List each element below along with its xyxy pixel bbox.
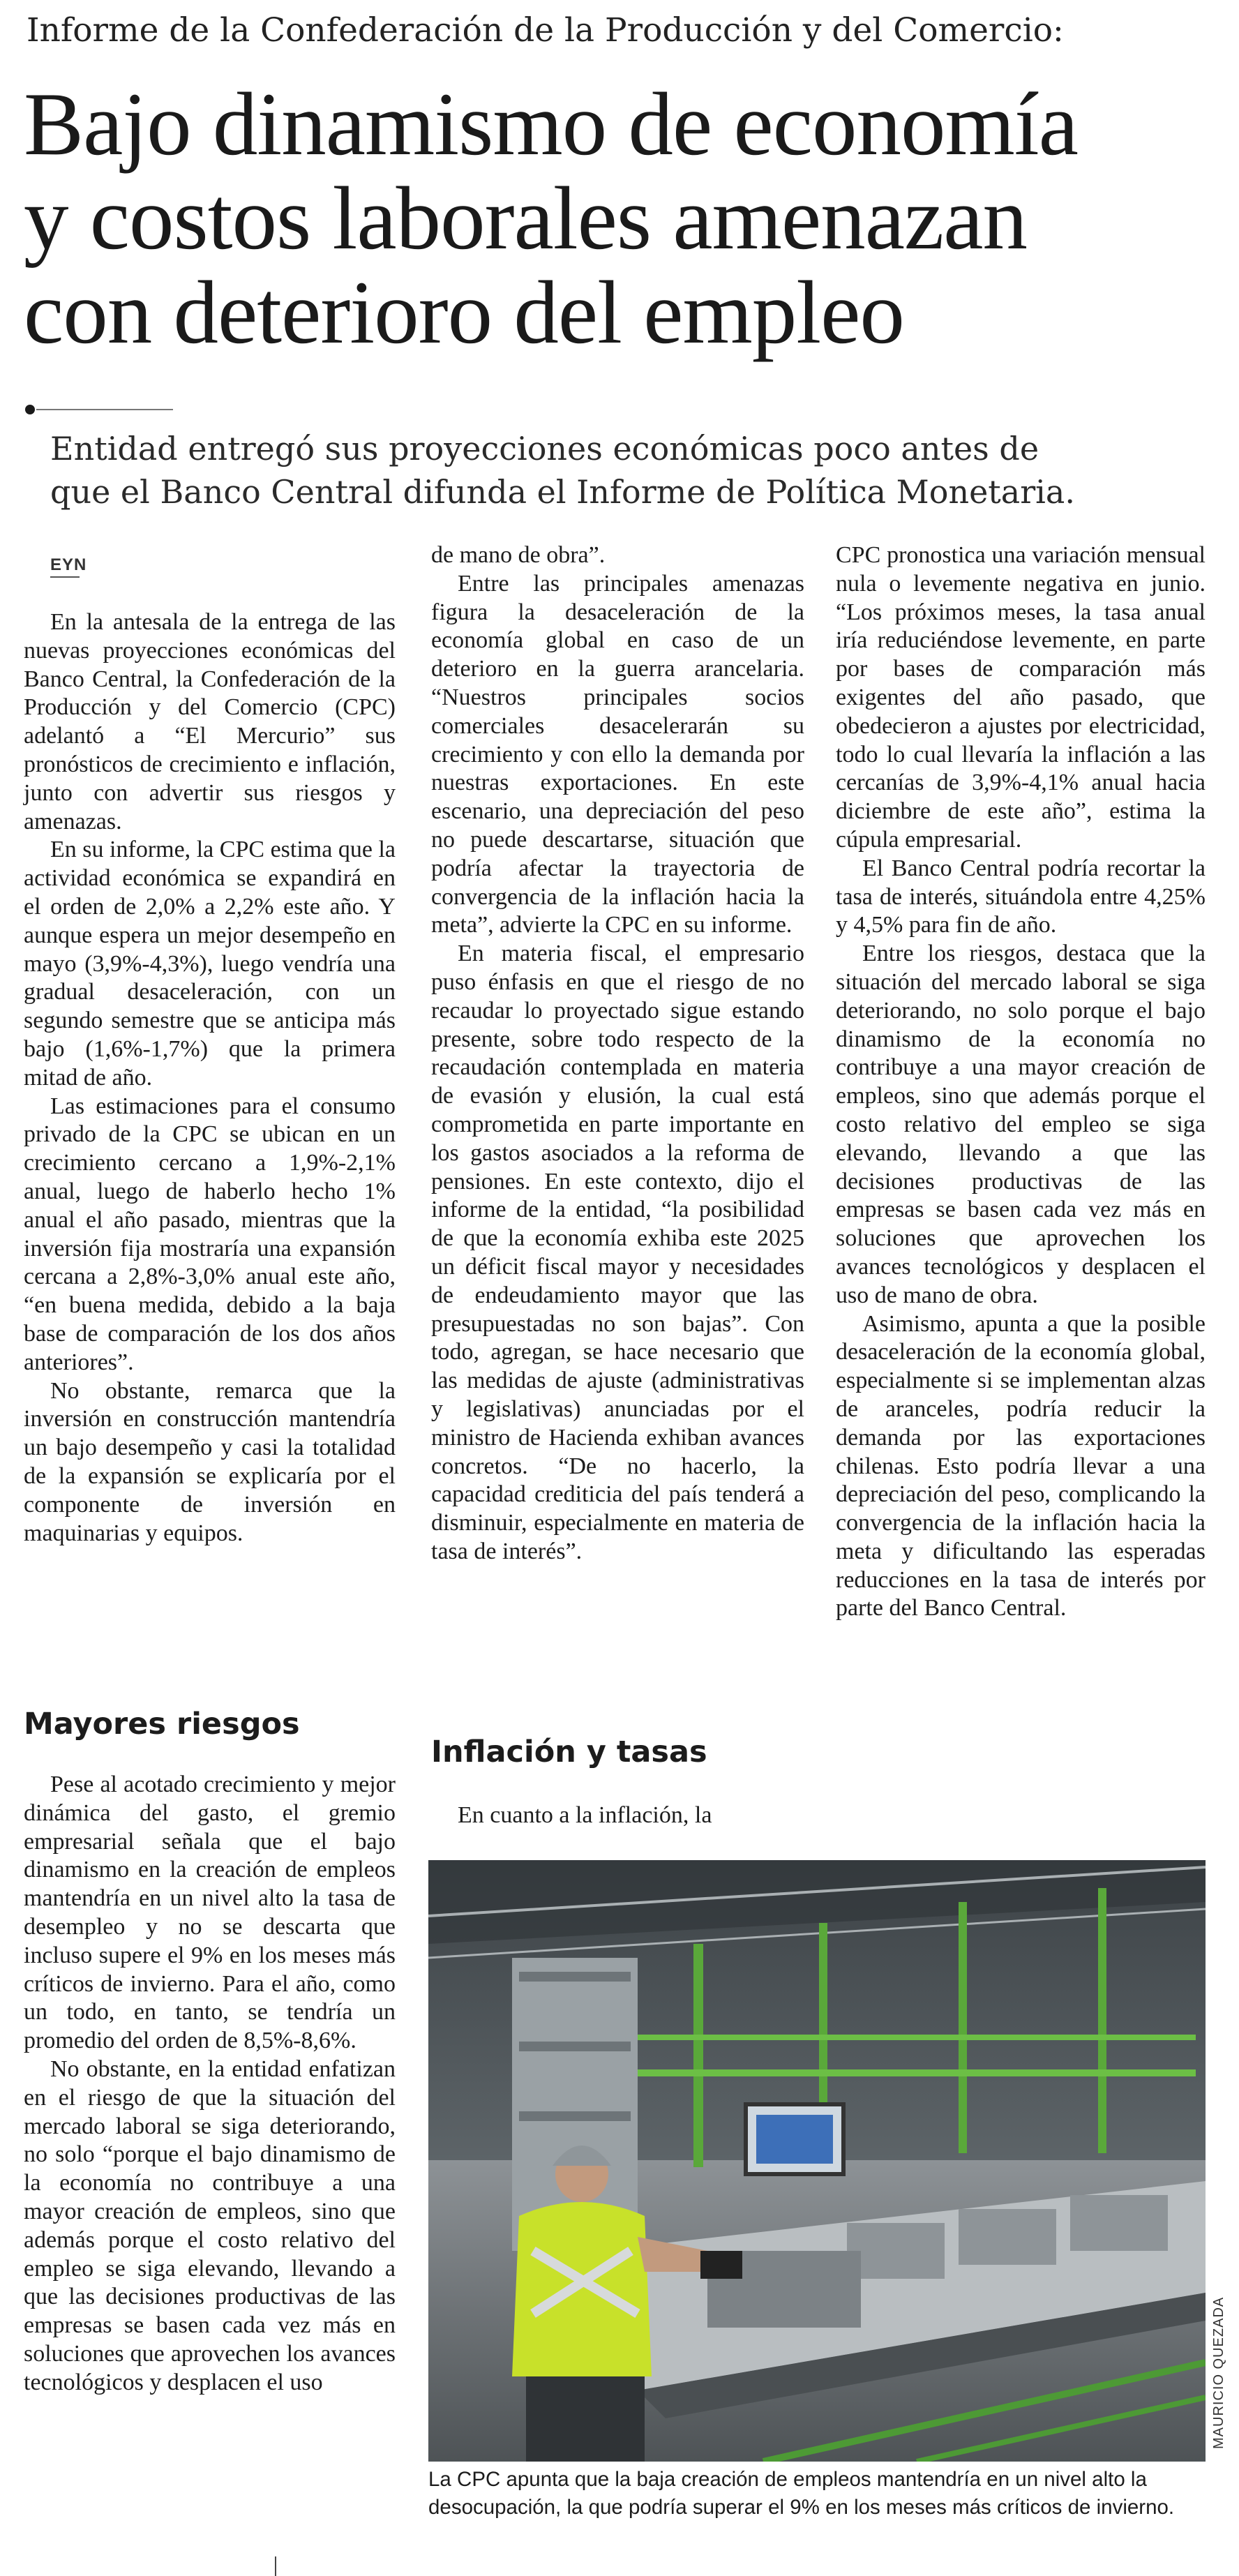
byline-rule — [50, 576, 80, 578]
headline-line: Bajo dinamismo de economía — [24, 74, 1078, 174]
column-2 — [431, 541, 804, 1566]
paragraph: CPC pronostica una variación mensual nula o levemente negativa en junio. “Los próximos meses, la tasa anual iría reduciéndose levemente, en parte por bases de comparación más exigentes del año pasado, que obedecieron a ajustes por electricidad, todo lo cual llevaría la inflación a las cercanías de 3,9%-4,1% anual hacia diciembre de este año”, estima la cúpula empresarial. — [836, 542, 1206, 853]
bullet-dot-icon — [25, 405, 35, 414]
photo-illustration — [428, 1860, 1206, 2462]
kicker: Informe de la Confederación de la Producción y del Comercio: — [27, 11, 1064, 50]
subhead-mayores-riesgos: Mayores riesgos — [24, 1707, 300, 1742]
divider — [36, 409, 173, 410]
deck-line: que el Banco Central difunda el Informe de Política Monetaria. — [50, 473, 1075, 511]
paragraph: En cuanto a la inflación, la — [458, 1802, 712, 1828]
subhead-inflacion-y-tasas: Inflación y tasas — [431, 1735, 707, 1769]
caption-line: La CPC apunta que la baja creación de empleos mantendría en un nivel alto la — [428, 2468, 1147, 2491]
paragraph: En la antesala de la entrega de las nuevas proyecciones económicas del Banco Central, la Confederación de la Producción y del Comercio (CPC) adelantó a “El Mercurio” sus pronósticos de crecimiento e inflación, junto con advertir sus riesgos y amenazas. — [24, 609, 396, 834]
paragraph: Las estimaciones para el consumo privado de la CPC se ubican en un crecimiento cercano a 1,9%-2,1% anual, luego de haberlo hecho 1% anual el año pasado, mientras que la inversión fija mostraría una expansión cercana a 2,8%-3,0% anual este año, “en buena medida, debido a la baja base de comparación de los dos años anteriores”. — [24, 1093, 396, 1375]
paragraph: En su informe, la CPC estima que la actividad económica se expandirá en el orden de 2,0% a 2,2% este año. Y aunque espera un mejor desempeño en mayo (3,9%-4,3%), luego vendría una gradual desaceleración, con un segundo semestre que se anticipa más bajo (1,6%-1,7%) que la primera mitad de año. — [24, 837, 396, 1091]
column-2-continued — [431, 1802, 804, 1830]
headline-line: con deterioro del empleo — [24, 262, 904, 362]
column-3 — [836, 541, 1206, 1623]
deck — [50, 427, 1215, 514]
deck-line: Entidad entregó sus proyecciones económicas poco antes de — [50, 430, 1039, 467]
warehouse-worker-photo — [428, 1860, 1206, 2462]
paragraph: Entre las principales amenazas figura la desaceleración de la economía global en caso de un deterioro en la guerra arancelaria. “Nuestros principales socios comerciales desacelerarán su crecimiento y con ello la demanda por nuestras exportaciones. En este escenario, una depreciación del peso no puede descartarse, situación que podría afectar la trayectoria de convergencia de la inflación hacia la meta”, advierte la CPC en su informe. — [431, 570, 804, 938]
paragraph: No obstante, remarca que la inversión en construcción mantendría un bajo desempeño y casi la totalidad de la expansión se explicaría por el componente de inversión en maquinarias y equipos. — [24, 1377, 396, 1546]
byline: EYN — [50, 555, 87, 574]
paragraph: No obstante, en la entidad enfatizan en el riesgo de que la situación del mercado laboral se siga deteriorando, no solo “porque el bajo dinamismo de la economía no contribuye a una mayor creación de empleos, sino que además porque el costo relativo del empleo se siga elevando, llevando a que las decisiones productivas de las empresas se basen cada vez más en soluciones que aprovechen los avances tecnológicos y desplacen el uso — [24, 2055, 396, 2395]
caption-line: desocupación, la que podría superar el 9% en los meses más críticos de invierno. — [428, 2496, 1175, 2519]
paragraph: En materia fiscal, el empresario puso énfasis en que el riesgo de no recaudar lo proyectado sigue estando presente, sobre todo respecto de la recaudación contemplada en materia de evasión y elusión, la cual está comprometida en parte importante en los gastos asociados a la reforma de pensiones. En este contexto, dijo el informe de la entidad, “la posibilidad de que la economía exhiba este 2025 un déficit fiscal mayor y necesidades de endeudamiento mayor que las presupuestadas no son bajas”. Con todo, agregan, se hace necesario que las medidas de ajuste (administrativas y legislativas) anunciadas por el ministro de Hacienda exhiban avances concretos. “De no hacerlo, la capacidad crediticia del país tenderá a disminuir, especialmente en materia de tasa de interés”. — [431, 941, 804, 1564]
paragraph: El Banco Central podría recortar la tasa de interés, situándola entre 4,25% y 4,5% para fin de año. — [836, 855, 1206, 938]
column-1-continued — [24, 1771, 396, 2397]
photo-credit: MAURICIO QUEZADA — [1211, 2296, 1226, 2449]
photo-caption — [428, 2466, 1211, 2522]
column-1 — [24, 608, 396, 1548]
paragraph: de mano de obra”. — [431, 542, 606, 568]
column-rule — [275, 2556, 276, 2576]
paragraph: Pese al acotado crecimiento y mejor dinámica del gasto, el gremio empresarial señala que el bajo dinamismo en la creación de empleos mantendría en un nivel alto la tasa de desempleo y no se descarta que incluso supere el 9% en los meses más críticos de invierno. Para el año, como un todo, en tanto, se tendría un promedio del orden de 8,5%-8,6%. — [24, 1772, 396, 2054]
headline — [24, 74, 1224, 362]
headline-line: y costos laborales amenazan — [24, 168, 1027, 268]
paragraph: Asimismo, apunta a que la posible desaceleración de la economía global, especialmente si se implementan alzas de aranceles, podría reducir la demanda por las exportaciones chilenas. Esto podría llevar a una depreciación del peso, complicando la convergencia de la inflación hacia la meta y dificultando las esperadas reducciones en la tasa de interés por parte del Banco Central. — [836, 1310, 1206, 1622]
paragraph: Entre los riesgos, destaca que la situación del mercado laboral se siga deteriorando, no solo porque el bajo dinamismo de la economía no contribuye a una mayor creación de empleos, sino que además porque el costo relativo del empleo se siga elevando, llevando a que las decisiones productivas de las empresas se basen cada vez más en soluciones que aprovechen los avances tecnológicos y desplacen el uso de mano de obra. — [836, 941, 1206, 1308]
